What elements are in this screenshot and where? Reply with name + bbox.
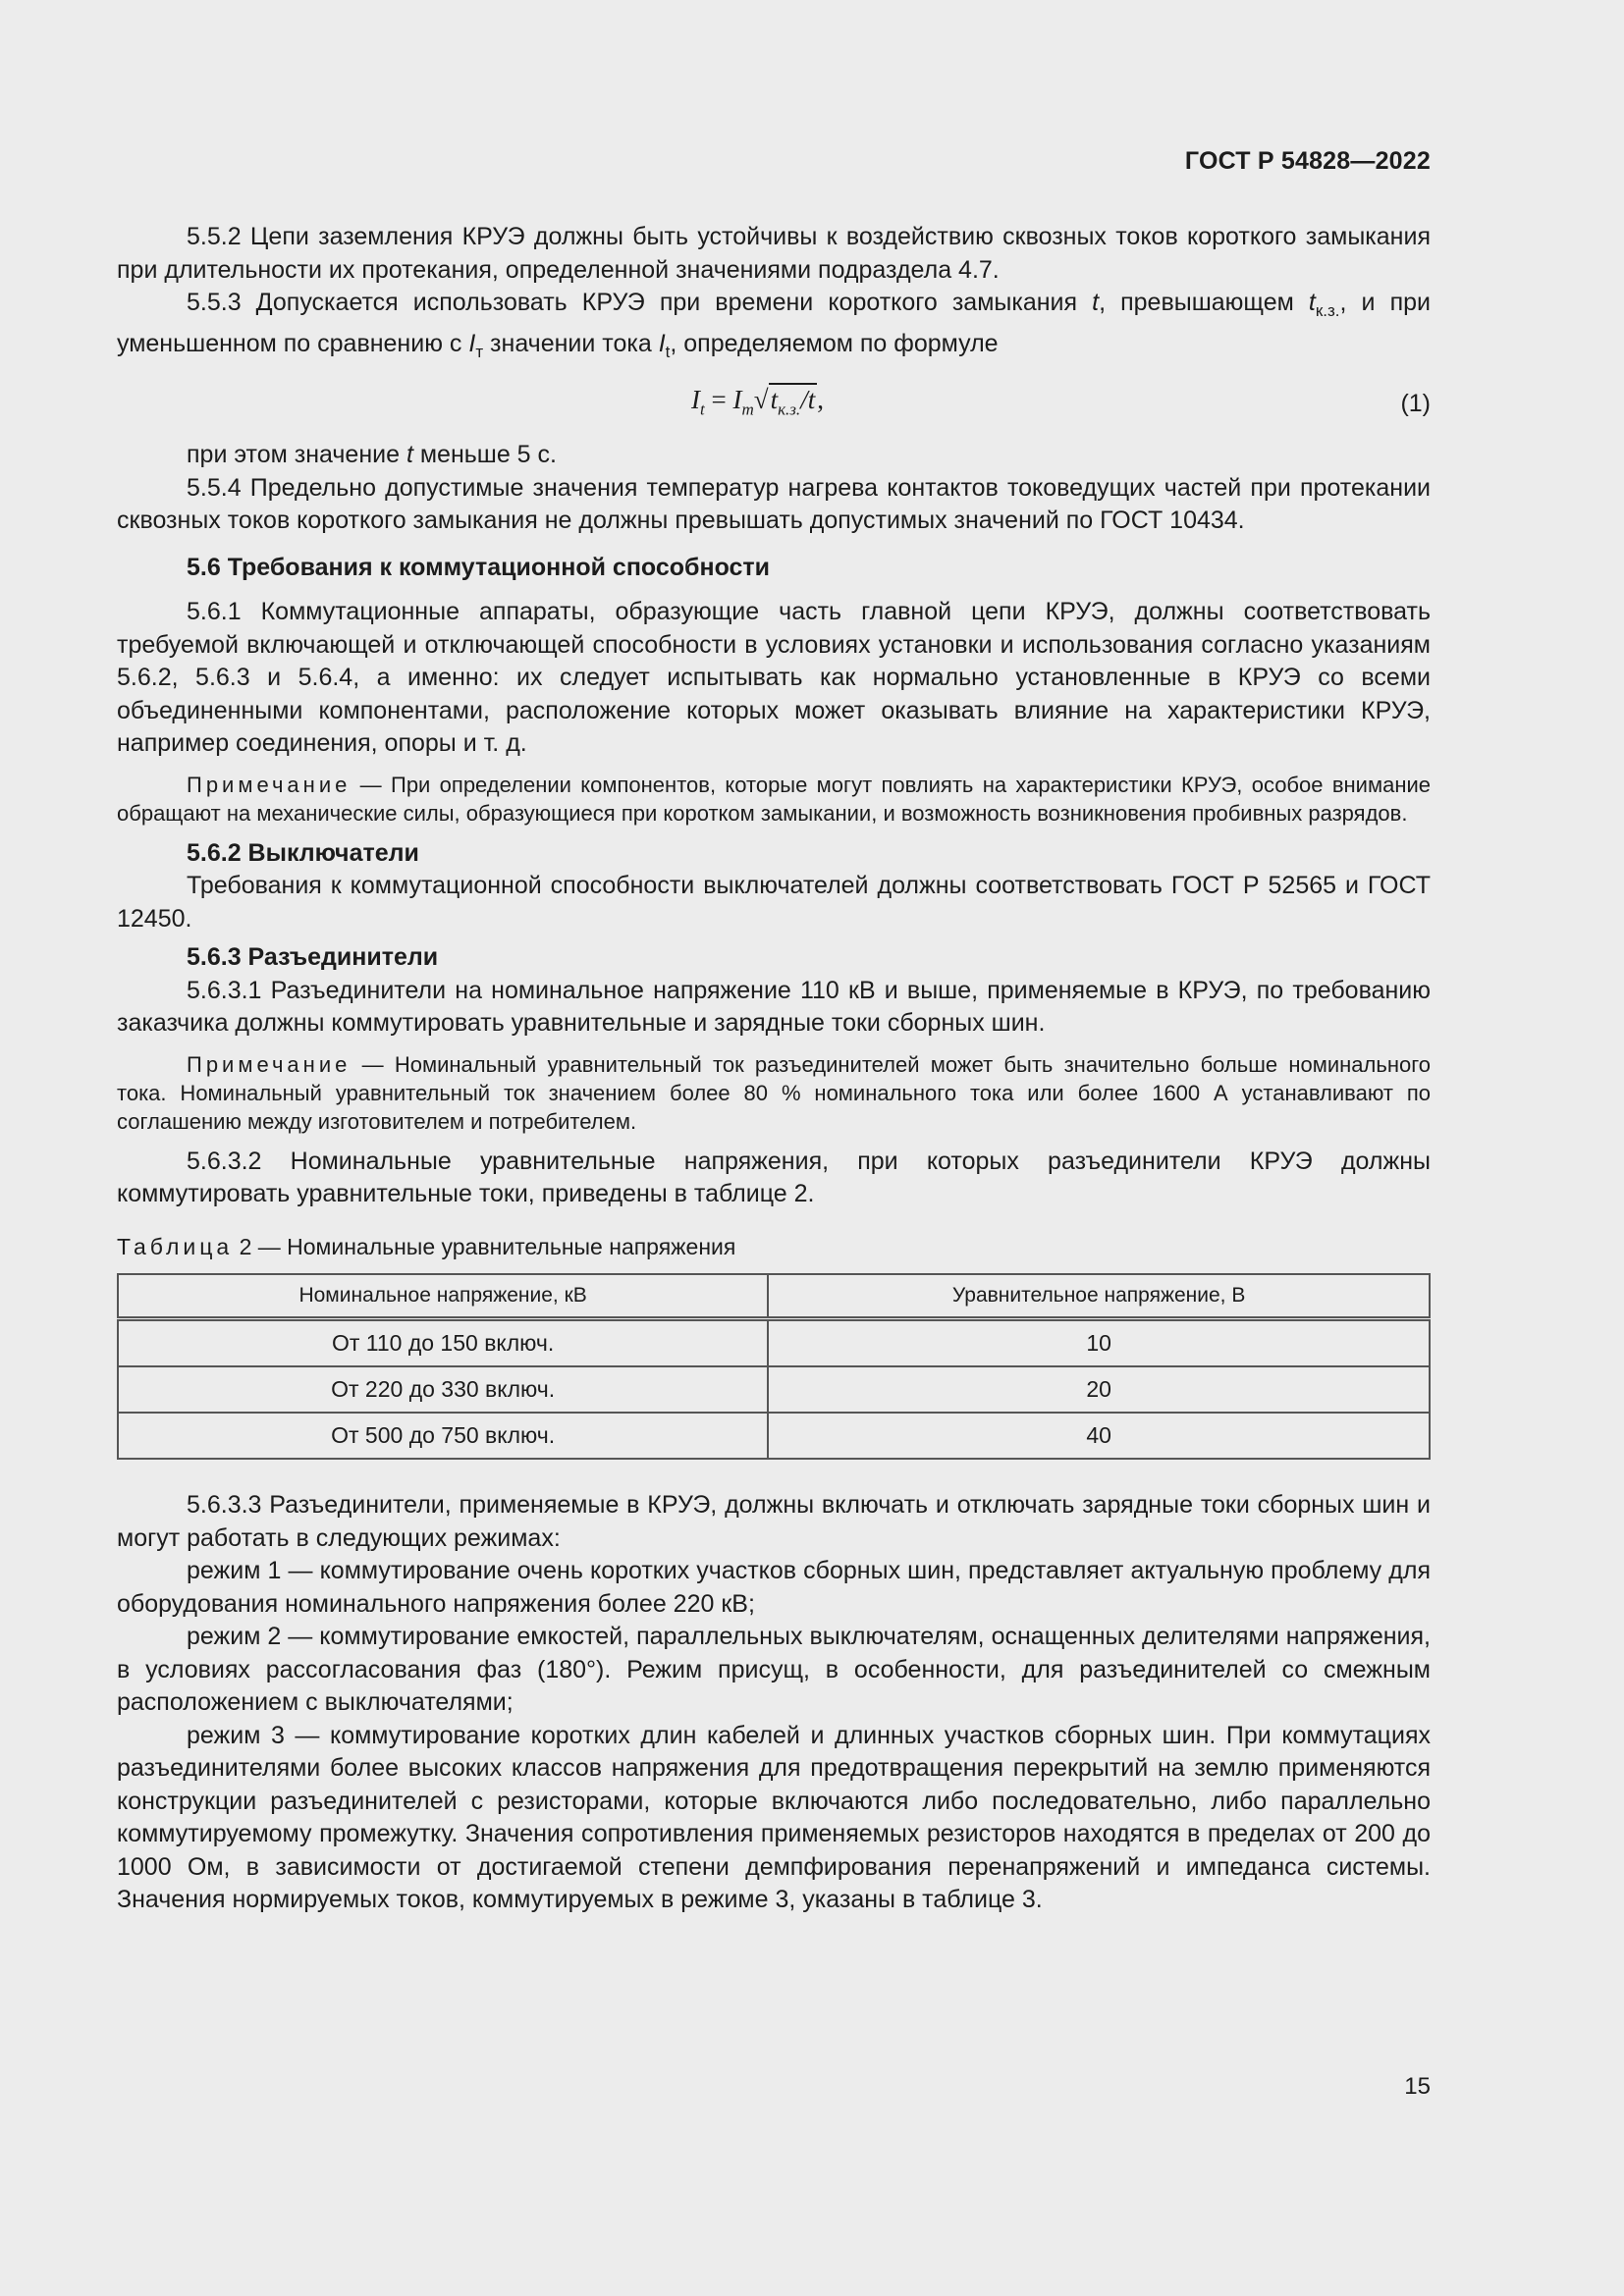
table-cell: 40	[768, 1413, 1430, 1459]
note-1	[117, 771, 1431, 828]
subscript: к.з.	[1315, 301, 1340, 320]
paragraph-5-5-3	[117, 287, 1431, 368]
sqrt-sign-icon: √	[753, 385, 769, 414]
table-cell: От 110 до 150 включ.	[118, 1319, 768, 1367]
table-header-row	[118, 1274, 1430, 1319]
column-header: Номинальное напряжение, кВ	[118, 1274, 768, 1319]
formula-expression	[691, 384, 824, 426]
text-run: , определяемом по формуле	[670, 329, 999, 357]
symbol-t: t	[1092, 289, 1100, 316]
mode-2-item: режим 2 — коммутирование емкостей, параллельных выключателям, оснащенных делителями напряжения, в условиях рассогласования фаз (180°). Режим присущ, в особенности, для разъединителей со смежным расположением с выключателями;	[117, 1623, 1431, 1716]
paragraph-5-6-1: 5.6.1 Коммутационные аппараты, образующие часть главной цепи КРУЭ, должны соответствовать требуемой включающей и отключающей способности в условиях установки и использования согласно указаниям 5.6.2, 5.6.3 и 5.6.4, а именно: их следует испытывать как нормально установленные в КРУЭ со всеми объединенными компонентами, расположение которых может оказывать влияние на характеристики КРУЭ, например соединения, опоры и т. д.	[117, 598, 1431, 757]
text-run: , и при уменьшенном по сравнению с	[117, 289, 1432, 357]
table-cell: От 220 до 330 включ.	[118, 1366, 768, 1413]
radicand-t: t	[770, 385, 779, 414]
text-run: 5.5.3 Допускается использовать КРУЭ при времени короткого замыкания	[187, 289, 1093, 316]
heading-5-6-3: 5.6.3 Разъединители	[187, 943, 439, 971]
table-row	[118, 1413, 1430, 1459]
note-label: Примечание	[187, 1051, 352, 1077]
heading-5-6: 5.6 Требования к коммутационной способности	[187, 553, 771, 581]
paragraph-5-5-2: 5.5.2 Цепи заземления КРУЭ должны быть устойчивы к воздействию сквозных токов короткого замыкания при длительности их протекания, определенной значениями подраздела 4.7.	[117, 223, 1431, 284]
text-run: меньше 5 с.	[412, 441, 557, 468]
table-2-caption	[117, 1231, 1431, 1264]
paragraph-5-6-2: Требования к коммутационной способности выключателей должны соответствовать ГОСТ Р 52565 и ГОСТ 12450.	[117, 872, 1431, 933]
note-text: — Номинальный уравнительный ток разъединителей может быть значительно больше номинального тока. Номинальный уравнительный ток значением более 80 % номинального тока или более 1600 А устанавливают по соглашению между изготовителем и потребителем.	[117, 1051, 1431, 1134]
sqrt-radicand	[769, 383, 818, 419]
document-code-header: ГОСТ Р 54828—2022	[1184, 147, 1431, 175]
formula-number: (1)	[1400, 390, 1431, 417]
table-row	[118, 1366, 1430, 1413]
formula-lhs: I	[691, 385, 700, 414]
paragraph-5-6-3-2: 5.6.3.2 Номинальные уравнительные напряжения, при которых разъединители КРУЭ должны коммутировать уравнительные токи, приведены в таблице 2.	[117, 1147, 1431, 1207]
subscript: к.з.	[778, 400, 801, 419]
symbol-IT: I	[468, 329, 476, 357]
symbol-It: I	[658, 329, 666, 357]
table-cell: 20	[768, 1366, 1430, 1413]
subscript: t	[665, 342, 671, 361]
page-body	[117, 221, 1431, 1917]
note-label: Примечание	[187, 772, 352, 797]
subscript: t	[700, 400, 705, 419]
radicand-tail: /t	[800, 385, 816, 414]
formula-rhs: I	[732, 385, 742, 414]
page-number: 15	[1404, 2073, 1431, 2100]
table-cell: От 500 до 750 включ.	[118, 1413, 768, 1459]
column-header: Уравнительное напряжение, В	[768, 1274, 1430, 1319]
table-row	[118, 1319, 1430, 1367]
paragraph-5-6-3-3: 5.6.3.3 Разъединители, применяемые в КРУЭ, должны включать и отключать зарядные токи сборных шин и могут работать в следующих режимах:	[117, 1491, 1431, 1552]
table-cell: 10	[768, 1319, 1430, 1367]
paragraph-after-formula	[117, 439, 1431, 472]
table-label: Таблица	[117, 1233, 234, 1259]
paragraph-5-5-4: 5.5.4 Предельно допустимые значения температур нагрева контактов токоведущих частей при протекании сквозных токов короткого замыкания не должны превышать допустимых значений по ГОСТ 10434.	[117, 473, 1431, 534]
text-run: при этом значение	[187, 441, 406, 468]
formula-comma: ,	[817, 385, 824, 414]
text-run: , превышающем	[1099, 289, 1309, 316]
subscript: т	[475, 342, 484, 361]
mode-3-item: режим 3 — коммутирование коротких длин кабелей и длинных участков сборных шин. При коммутациях разъединителями более высоких классов напряжения для предотвращения перекрытий на землю применяются конструкции разъединителей с резисторами, которые включаются либо последовательно, либо параллельно коммутируемому промежутку. Значения сопротивления применяемых резисторов находятся в пределах от 200 до 1000 Ом, в зависимости от достигаемой степени демпфирования перенапряжений и импеданса системы. Значения нормируемых токов, коммутируемых в режиме 3, указаны в таблице 3.	[117, 1721, 1431, 1913]
equals-sign: =	[704, 385, 733, 414]
note-2	[117, 1050, 1431, 1136]
symbol-t: t	[406, 441, 413, 468]
formula-1	[117, 374, 1431, 437]
mode-1-item: режим 1 — коммутирование очень коротких участков сборных шин, представляет актуальную проблему для оборудования номинального напряжения более 220 кВ;	[117, 1557, 1431, 1618]
paragraph-5-6-3-1: 5.6.3.1 Разъединители на номинальное напряжение 110 кВ и выше, применяемые в КРУЭ, по требованию заказчика должны коммутировать уравнительные и зарядные токи сборных шин.	[117, 976, 1431, 1037]
text-run: значении тока	[483, 329, 659, 357]
table-2	[117, 1273, 1431, 1460]
table-caption-text: 2 — Номинальные уравнительные напряжения	[233, 1233, 736, 1259]
symbol-tkz: t	[1308, 289, 1316, 316]
subscript: т	[741, 400, 754, 419]
heading-5-6-2: 5.6.2 Выключатели	[187, 838, 419, 867]
note-text: — При определении компонентов, которые могут повлиять на характеристики КРУЭ, особое внимание обращают на механические силы, образующиеся при коротком замыкании, и возможность возникновения пробивных разрядов.	[117, 772, 1431, 826]
